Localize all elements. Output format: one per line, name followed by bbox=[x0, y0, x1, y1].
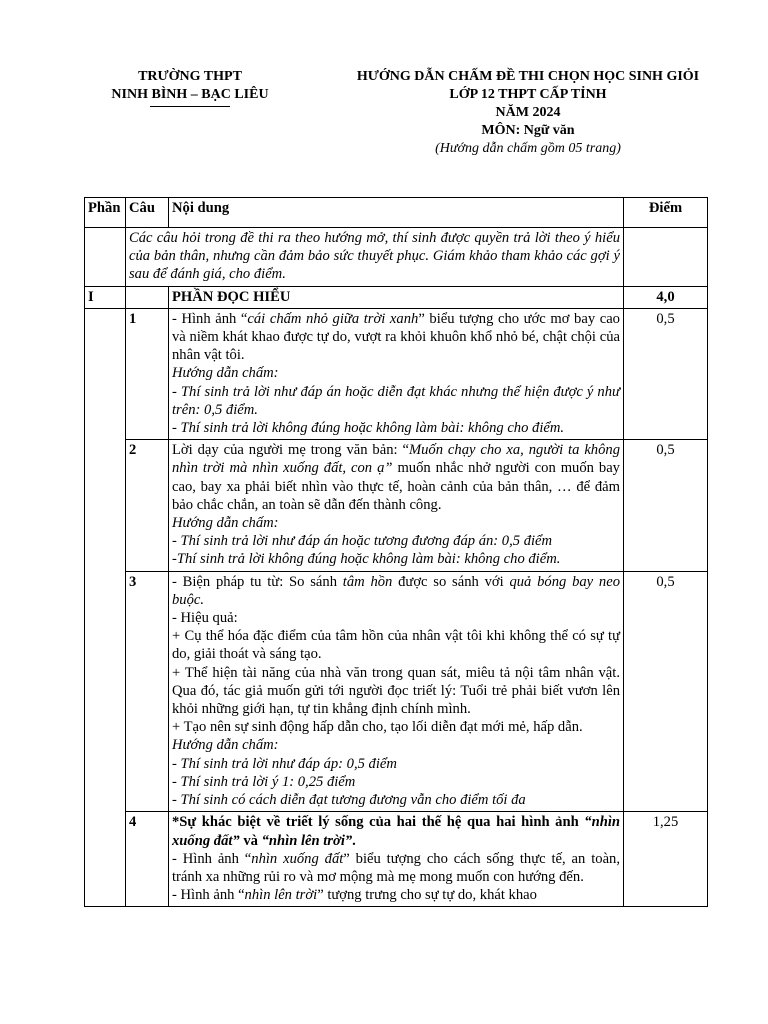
table-row bbox=[85, 571, 708, 812]
section-title: PHẦN ĐỌC HIỂU bbox=[169, 286, 624, 308]
header-phan: Phần bbox=[85, 198, 126, 228]
school-line-1: TRƯỜNG THPT bbox=[138, 69, 242, 84]
table-row bbox=[85, 440, 708, 571]
subject-line: MÔN: Ngữ văn bbox=[481, 123, 575, 138]
title-line-2: LỚP 12 THPT CẤP TỈNH bbox=[449, 87, 607, 102]
section-number: I bbox=[85, 286, 126, 308]
header-underline bbox=[150, 106, 230, 107]
grading-guide-label: Hướng dẫn chấm: bbox=[172, 515, 279, 532]
header-cau: Câu bbox=[126, 198, 169, 228]
question-number: 4 bbox=[126, 812, 169, 907]
answer-content: - Hình ảnh “cái chấm nhỏ giữa trời xanh” biểu tượng cho ước mơ bay cao và niềm khát khao được tự do, vượt ra khỏi khuôn khổ nhỏ bé, chật chội của nhân vật tôi. Hướng dẫn chấm: - Thí sinh trả lời như đáp án hoặc diễn đạt khác nhưng thể hiện được ý như trên: 0,5 điểm. - Thí sinh trả lời không đúng hoặc không làm bài: không cho điểm. bbox=[169, 308, 624, 439]
question-score: 0,5 bbox=[624, 571, 708, 812]
header-noi-dung: Nội dung bbox=[169, 198, 624, 228]
answer-content: Lời dạy của người mẹ trong văn bản: “Muốn chạy cho xa, người ta không nhìn trời mà nhìn xuống đất, con ạ” muốn nhắc nhở người con muốn bay cao, bay xa phải biết nhìn vào thực tế, hoàn cảnh của bản thân, … để đảm bảo chắc chắn, an toàn sẽ dẫn đến thành công. Hướng dẫn chấm: - Thí sinh trả lời như đáp án hoặc tương đương đáp án: 0,5 điểm -Thí sinh trả lời không đúng hoặc không làm bài: không cho điểm. bbox=[169, 440, 624, 571]
school-line-2: NINH BÌNH – BẠC LIÊU bbox=[111, 87, 269, 102]
table-row bbox=[85, 308, 708, 439]
answer-content: - Biện pháp tu từ: So sánh tâm hồn được so sánh với quả bóng bay neo buộc. - Hiệu quả: + Cụ thể hóa đặc điểm của tâm hồn của nhân vật tôi khi không thể có sự tự do, giải thoát và sáng tạo. + Thể hiện tài năng của nhà văn trong quan sát, miêu tả nội tâm nhân vật. Qua đó, tác giả muốn gửi tới người đọc triết lý: Tuổi trẻ phải biết vươn lên khỏi những giới hạn, tự tin khẳng định chính mình. + Tạo nên sự sinh động hấp dẫn cho, tạo lối diễn đạt mới mẻ, hấp dẫn. Hướng dẫn chấm: - Thí sinh trả lời như đáp áp: 0,5 điểm - Thí sinh trả lời ý 1: 0,25 điểm - Thí sinh có cách diễn đạt tương đương vẫn cho điểm tối đa bbox=[169, 571, 624, 812]
page-count-note: (Hướng dẫn chấm gồm 05 trang) bbox=[435, 141, 621, 156]
grading-guide-label: Hướng dẫn chấm: bbox=[172, 737, 279, 754]
grading-guide-label: Hướng dẫn chấm: bbox=[172, 365, 279, 382]
question-score: 0,5 bbox=[624, 440, 708, 571]
section-row bbox=[85, 286, 708, 308]
document-title-block bbox=[326, 68, 730, 157]
question-number: 3 bbox=[126, 571, 169, 812]
answer-content: *Sự khác biệt về triết lý sống của hai thế hệ qua hai hình ảnh “nhìn xuống đất” và “nhìn lên trời”. - Hình ảnh “nhìn xuống đất” biểu tượng cho cách sống thực tế, an toàn, tránh xa những rủi ro và mơ mộng mà mẹ mong muốn con hướng đến. - Hình ảnh “nhìn lên trời” tượng trưng cho sự tự do, khát khao bbox=[169, 812, 624, 907]
intro-text: Các câu hỏi trong đề thi ra theo hướng mở, thí sinh được quyền trả lời theo ý hiểu của bản thân, nhưng cần đảm bảo sức thuyết phục. Giám khảo tham khảo các gợi ý sau để đánh giá, cho điểm. bbox=[126, 228, 624, 287]
school-header bbox=[88, 68, 292, 107]
question-number: 2 bbox=[126, 440, 169, 571]
header-diem: Điểm bbox=[624, 198, 708, 228]
question-score: 0,5 bbox=[624, 308, 708, 439]
table-header-row bbox=[85, 198, 708, 228]
table-row bbox=[85, 812, 708, 907]
title-line-1: HƯỚNG DẪN CHẤM ĐỀ THI CHỌN HỌC SINH GIỎI bbox=[356, 69, 700, 84]
title-line-3: NĂM 2024 bbox=[495, 105, 561, 120]
question-score: 1,25 bbox=[624, 812, 708, 907]
section-score: 4,0 bbox=[624, 286, 708, 308]
grading-table bbox=[84, 197, 708, 907]
intro-row bbox=[85, 228, 708, 287]
question-number: 1 bbox=[126, 308, 169, 439]
